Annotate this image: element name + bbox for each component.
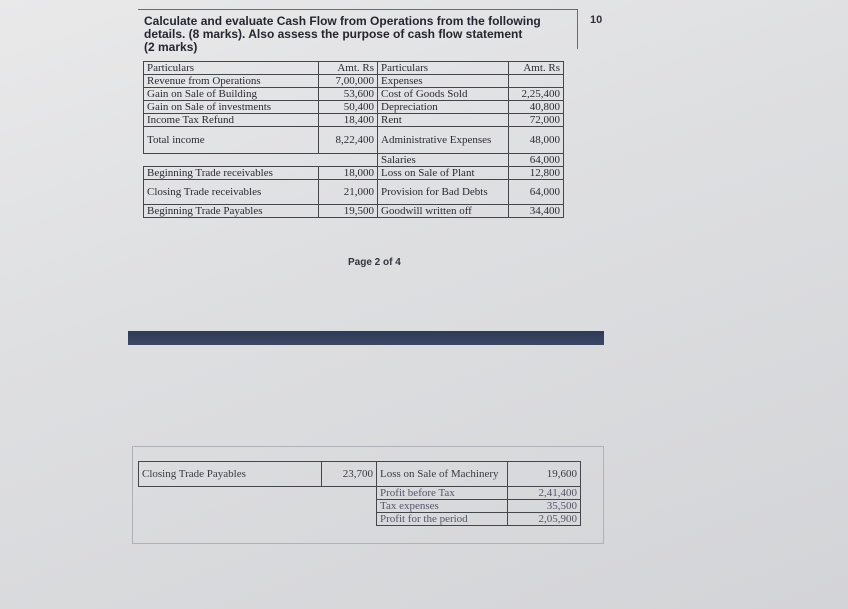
cell-amount: 19,500 [319, 205, 378, 218]
cell-amount: 18,400 [319, 114, 378, 127]
cell-amount: 53,600 [319, 88, 378, 101]
cell-amount: 12,800 [509, 167, 564, 180]
cell-particular: Rent [378, 114, 509, 127]
cell-particular [139, 500, 322, 513]
cell-amount: 72,000 [509, 114, 564, 127]
cell-amount: 18,000 [319, 167, 378, 180]
cell-particular: Loss on Sale of Machinery [377, 462, 508, 487]
table-row [144, 180, 564, 205]
header-amount-1: Amt. Rs [319, 62, 378, 75]
question-line-2: details. (8 marks). Also assess the purpose of cash flow statement [144, 27, 523, 41]
cell-particular: Income Tax Refund [144, 114, 319, 127]
cell-amount: 64,000 [509, 180, 564, 205]
question-line-3: (2 marks) [144, 40, 198, 54]
cell-particular: Depreciation [378, 101, 509, 114]
header-particulars-2: Particulars [378, 62, 509, 75]
table-row [144, 88, 564, 101]
table-row [144, 205, 564, 218]
cell-particular: Closing Trade receivables [144, 180, 319, 205]
cell-amount: 2,25,400 [509, 88, 564, 101]
cell-amount [322, 487, 377, 500]
cell-particular: Salaries [378, 154, 509, 167]
cell-particular: Tax expenses [377, 500, 508, 513]
cell-amount: 23,700 [322, 462, 377, 487]
cell-particular: Gain on Sale of Building [144, 88, 319, 101]
cell-amount [509, 75, 564, 88]
cell-particular: Cost of Goods Sold [378, 88, 509, 101]
cell-amount [319, 154, 378, 167]
cell-amount: 48,000 [509, 127, 564, 154]
table-row [139, 513, 581, 526]
cell-particular [144, 154, 319, 167]
cell-particular: Profit for the period [377, 513, 508, 526]
cell-amount: 8,22,400 [319, 127, 378, 154]
header-amount-2: Amt. Rs [509, 62, 564, 75]
table-row [144, 127, 564, 154]
table-header-row [144, 62, 564, 75]
question-line-1: Calculate and evaluate Cash Flow from Operations from the following [144, 14, 541, 28]
cell-particular [139, 513, 322, 526]
cell-particular: Beginning Trade Payables [144, 205, 319, 218]
cell-particular: Beginning Trade receivables [144, 167, 319, 180]
table-row [139, 462, 581, 487]
cell-particular: Revenue from Operations [144, 75, 319, 88]
table-row [144, 154, 564, 167]
cell-particular: Closing Trade Payables [139, 462, 322, 487]
cell-amount: 7,00,000 [319, 75, 378, 88]
page-number: Page 2 of 4 [348, 257, 401, 268]
table-row [144, 75, 564, 88]
cell-particular: Loss on Sale of Plant [378, 167, 509, 180]
cell-particular: Goodwill written off [378, 205, 509, 218]
cell-amount: 40,800 [509, 101, 564, 114]
cell-amount: 21,000 [319, 180, 378, 205]
cell-amount: 64,000 [509, 154, 564, 167]
cell-particular [139, 487, 322, 500]
question-text [144, 15, 564, 54]
cell-particular: Expenses [378, 75, 509, 88]
cell-amount [322, 500, 377, 513]
cell-particular: Total income [144, 127, 319, 154]
table-row [144, 101, 564, 114]
header-particulars-1: Particulars [144, 62, 319, 75]
cell-particular: Administrative Expenses [378, 127, 509, 154]
cash-flow-table-2 [138, 461, 581, 526]
question-marks: 10 [590, 14, 603, 26]
cell-amount: 2,05,900 [508, 513, 581, 526]
cell-amount: 19,600 [508, 462, 581, 487]
cell-particular: Gain on Sale of investments [144, 101, 319, 114]
cell-amount: 2,41,400 [508, 487, 581, 500]
cell-amount: 35,500 [508, 500, 581, 513]
cash-flow-table-1 [143, 61, 564, 218]
page-divider-bar [128, 331, 604, 345]
table-row [144, 114, 564, 127]
table-row [144, 167, 564, 180]
cell-amount: 34,400 [509, 205, 564, 218]
cell-amount [322, 513, 377, 526]
cell-amount: 50,400 [319, 101, 378, 114]
table-row [139, 487, 581, 500]
cell-particular: Provision for Bad Debts [378, 180, 509, 205]
cell-particular: Profit before Tax [377, 487, 508, 500]
table-row [139, 500, 581, 513]
